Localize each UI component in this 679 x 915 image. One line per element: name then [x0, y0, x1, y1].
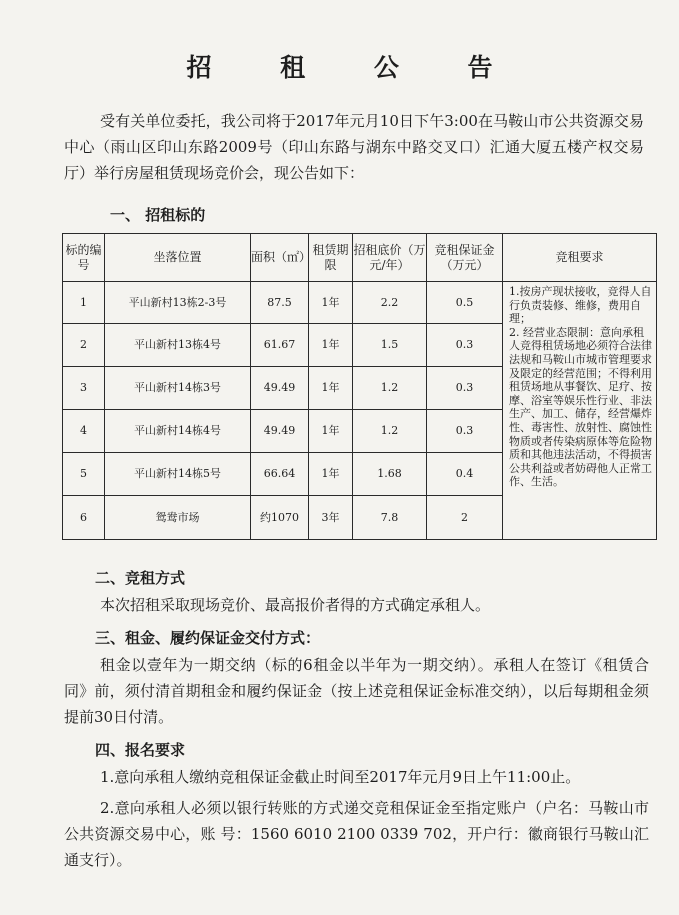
- requirement-item-2: 2. 经营业态限制：意向承租人竞得租赁场地必须符合法律法规和马鞍山市城市管理要求及限定的经营范围；不得利用租赁场地从事餐饮、足疗、按摩、浴室等娱乐性行业、非法生产、加工、储存，经营爆炸性、毒害性、放射性、腐蚀性物质或者传染病原体等危险物质和其他违法活动，不得损害公共利益或者妨碍他人正常工作、生活。: [509, 325, 652, 489]
- cell-term: 1年: [309, 324, 353, 367]
- cell-area: 61.67: [251, 324, 309, 367]
- cell-area: 49.49: [251, 410, 309, 453]
- cell-location: 平山新村14栋4号: [105, 410, 251, 453]
- intro-paragraph: 受有关单位委托，我公司将于2017年元月10日下午3:00在马鞍山市公共资源交易中心（雨山区印山东路2009号（印山东路与湖东中路交叉口）汇通大厦五楼产权交易厅）举行房屋租赁现场竞价会，现公告如下：: [64, 112, 644, 182]
- cell-location: 平山新村14栋3号: [105, 367, 251, 410]
- table-row: [63, 282, 657, 324]
- section4-item-1: 1.意向承租人缴纳竞租保证金截止时间至2017年元月9日上午11:00止。: [100, 768, 581, 786]
- cell-no: 1: [63, 282, 105, 324]
- header-requirements: 竞租要求: [503, 234, 657, 282]
- cell-area: 66.64: [251, 453, 309, 496]
- section1-heading: 一、 招租标的: [110, 206, 206, 224]
- cell-deposit: 0.5: [427, 282, 503, 324]
- header-base-price: 招租底价（万元/年）: [353, 234, 427, 282]
- cell-no: 2: [63, 324, 105, 367]
- cell-deposit: 0.3: [427, 324, 503, 367]
- cell-term: 1年: [309, 282, 353, 324]
- header-area: 面积（㎡）: [251, 234, 309, 282]
- cell-term: 3年: [309, 496, 353, 540]
- cell-term: 1年: [309, 367, 353, 410]
- cell-term: 1年: [309, 410, 353, 453]
- cell-base-price: 1.2: [353, 367, 427, 410]
- section2-heading: 二、竞租方式: [95, 569, 186, 587]
- table-header-row: [63, 234, 657, 282]
- section3-heading: 三、租金、履约保证金交付方式：: [95, 629, 321, 647]
- cell-base-price: 1.68: [353, 453, 427, 496]
- requirement-item-1: 1.按房产现状接收，竞得人自行负责装修、维修，费用自理；: [509, 285, 652, 326]
- cell-term: 1年: [309, 453, 353, 496]
- cell-no: 6: [63, 496, 105, 540]
- header-term: 租赁期限: [309, 234, 353, 282]
- section4-item-2: 2.意向承租人必须以银行转账的方式递交竞租保证金至指定账户（户名：马鞍山市公共资源交易中心，账 号：1560 6010 2100 0339 702，开户行：徽商银行马鞍山汇通支行）。: [64, 799, 649, 869]
- cell-base-price: 1.5: [353, 324, 427, 367]
- cell-area: 约1070: [251, 496, 309, 540]
- bid-table: [62, 233, 657, 540]
- cell-area: 49.49: [251, 367, 309, 410]
- header-deposit: 竞租保证金（万元）: [427, 234, 503, 282]
- cell-no: 5: [63, 453, 105, 496]
- cell-base-price: 1.2: [353, 410, 427, 453]
- header-location: 坐落位置: [105, 234, 251, 282]
- requirements-cell: [503, 282, 657, 540]
- header-no: 标的编号: [63, 234, 105, 282]
- cell-location: 平山新村13栋2-3号: [105, 282, 251, 324]
- cell-deposit: 0.4: [427, 453, 503, 496]
- cell-deposit: 2: [427, 496, 503, 540]
- cell-no: 4: [63, 410, 105, 453]
- cell-location: 平山新村14栋5号: [105, 453, 251, 496]
- cell-deposit: 0.3: [427, 367, 503, 410]
- cell-deposit: 0.3: [427, 410, 503, 453]
- section3-text: 租金以壹年为一期交纳（标的6租金以半年为一期交纳）。承租人在签订《租赁合同》前，须付清首期租金和履约保证金（按上述竞租保证金标准交纳），以后每期租金须提前30日付清。: [64, 656, 649, 726]
- cell-location: 鸳鸯市场: [105, 496, 251, 540]
- section2-text: 本次招租采取现场竞价、最高报价者得的方式确定承租人。: [100, 596, 491, 614]
- cell-base-price: 2.2: [353, 282, 427, 324]
- cell-no: 3: [63, 367, 105, 410]
- section4-heading: 四、报名要求: [95, 741, 186, 759]
- cell-area: 87.5: [251, 282, 309, 324]
- cell-base-price: 7.8: [353, 496, 427, 540]
- page-title: 招 租 公 告: [186, 53, 523, 82]
- cell-location: 平山新村13栋4号: [105, 324, 251, 367]
